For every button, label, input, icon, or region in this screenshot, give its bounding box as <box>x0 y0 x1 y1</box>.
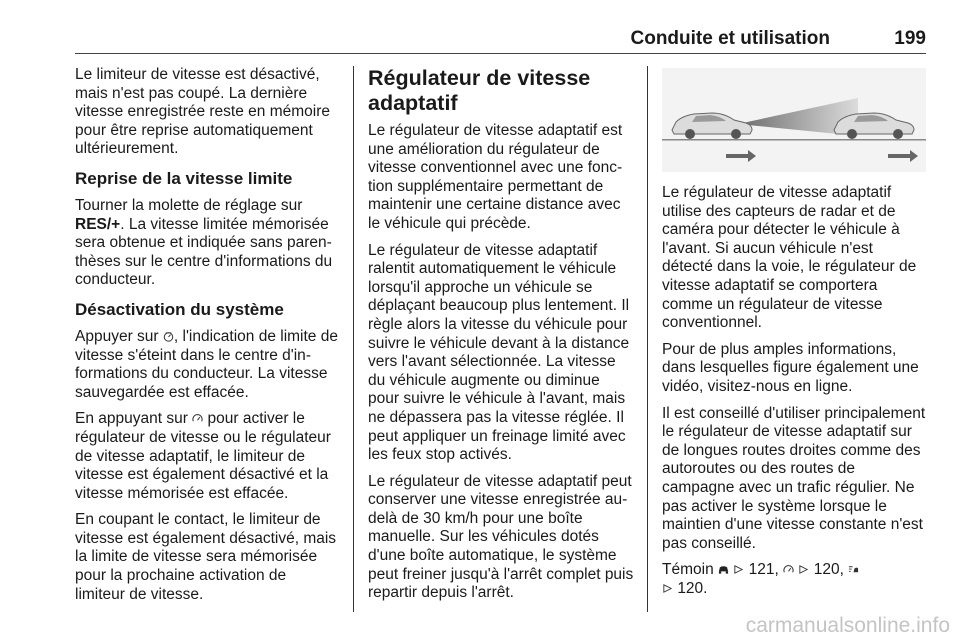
column-divider-1 <box>353 66 354 612</box>
more-info-paragraph: Pour de plus amples informations, dans lesquelles figure également une vidéo, visitez-nous en ligne. <box>662 340 919 395</box>
column-right <box>662 184 926 606</box>
deactivation-paragraph-3: En coupant le contact, le limiteur de vitesse est également désactivé, mais la limite de vitesse sera mémorisée pour la prochaine activation de limiteur de vitesse. <box>75 511 337 603</box>
acc-paragraph-3: Le régulateur de vitesse adaptatif peut conserver une vitesse enregistrée au-delà de 30 km/h pour une boîte manuelle. Sur les véhicules dotés d'une boîte automatique, le système peut freiner jusqu'à l'arrêt complet puis repartir depuis l'arrêt. <box>368 472 634 602</box>
page-header <box>75 28 926 54</box>
page-number: 199 <box>894 28 926 49</box>
reference-arrow-icon <box>733 564 744 575</box>
acc-sensors-paragraph: Le régulateur de vitesse adaptatif utilise des capteurs de radar et de caméra pour détecter le véhicule à l'avant. Si aucun véhicule n'est détecté dans la voie, le régulateur de vitesse adaptatif se comportera comme un régulateur de vitesse conventionnel. <box>662 184 917 332</box>
deactivation-paragraph-1: Appuyer sur , l'indication de limite de vitesse s'éteint dans le centre d'informations du conducteur. La vitesse sauvegardée est effacée. <box>75 327 338 401</box>
reference-arrow-icon <box>662 583 673 594</box>
res-plus-key: RES/+ <box>75 215 121 233</box>
acc-paragraph-1: Le régulateur de vitesse adaptatif est une amélioration du régulateur de vitesse conventionnel avec une fonction supplémentaire permettant de maintenir une certaine distance avec le véhicule qui précède. <box>368 122 623 232</box>
speed-limiter-icon <box>163 331 174 342</box>
limiter-intro-paragraph: Le limiteur de vitesse est désactivé, mais n'est pas coupé. La dernière vitesse enregistrée reste en mémoire pour être reprise automatiquement ultérieurement. <box>75 66 331 158</box>
acc-illustration <box>662 68 926 172</box>
road-line <box>662 139 926 141</box>
deactivation-heading: Désactivation du système <box>75 299 284 319</box>
watermark: carmanualsonline.info <box>745 614 950 637</box>
deactivation-paragraph-2: En appuyant sur pour activer le régulateur de vitesse ou le régulateur de vitesse adaptatif, le limiteur de vitesse est également désactivé et la vitesse mémorisée est effacée. <box>75 410 331 502</box>
section-title: Conduite et utilisation <box>630 28 830 49</box>
resume-paragraph: Tourner la molette de réglage sur RES/+. La vitesse limitée mémorisée sera obtenue et indiquée sans parenthèses sur le centre d'informations du conducteur. <box>75 196 333 289</box>
acc-gap-icon <box>848 564 859 575</box>
column-left <box>75 66 340 612</box>
reference-arrow-icon <box>798 564 809 575</box>
acc-heading: Régulateur de vitesse adaptatif <box>368 66 591 115</box>
cruise-control-icon <box>192 413 203 424</box>
acc-paragraph-2: Le régulateur de vitesse adaptatif ralentit automatiquement le véhicule lorsqu'il approche un véhicule se déplaçant beaucoup plus lentement. Il règle alors la vitesse du véhicule pour suivre le véhicule devant à la distance vers l'avant sélectionnée. La vitesse du véhicule augmente ou diminue pour suivre le véhicule à l'avant, mais ne dépassera pas la vitesse réglée. Il peut appliquer un freinage limité avec les feux stop activés. <box>368 241 630 464</box>
resume-speed-heading: Reprise de la vitesse limite <box>75 168 293 188</box>
cruise-control-icon <box>783 564 794 575</box>
car-ahead-icon <box>718 564 729 575</box>
column-divider-2 <box>647 66 648 612</box>
indicator-reference-paragraph: Témoin 121, 120, 120. <box>662 561 926 598</box>
column-middle <box>368 66 634 611</box>
usage-advice-paragraph: Il est conseillé d'utiliser principalement le régulateur de vitesse adaptatif sur de longues routes droites comme des autoroutes ou des routes de campagne avec un trafic régulier. Ne pas activer le système lorsque le maintien d'une vitesse constante n'est pas conseillé. <box>662 404 926 552</box>
